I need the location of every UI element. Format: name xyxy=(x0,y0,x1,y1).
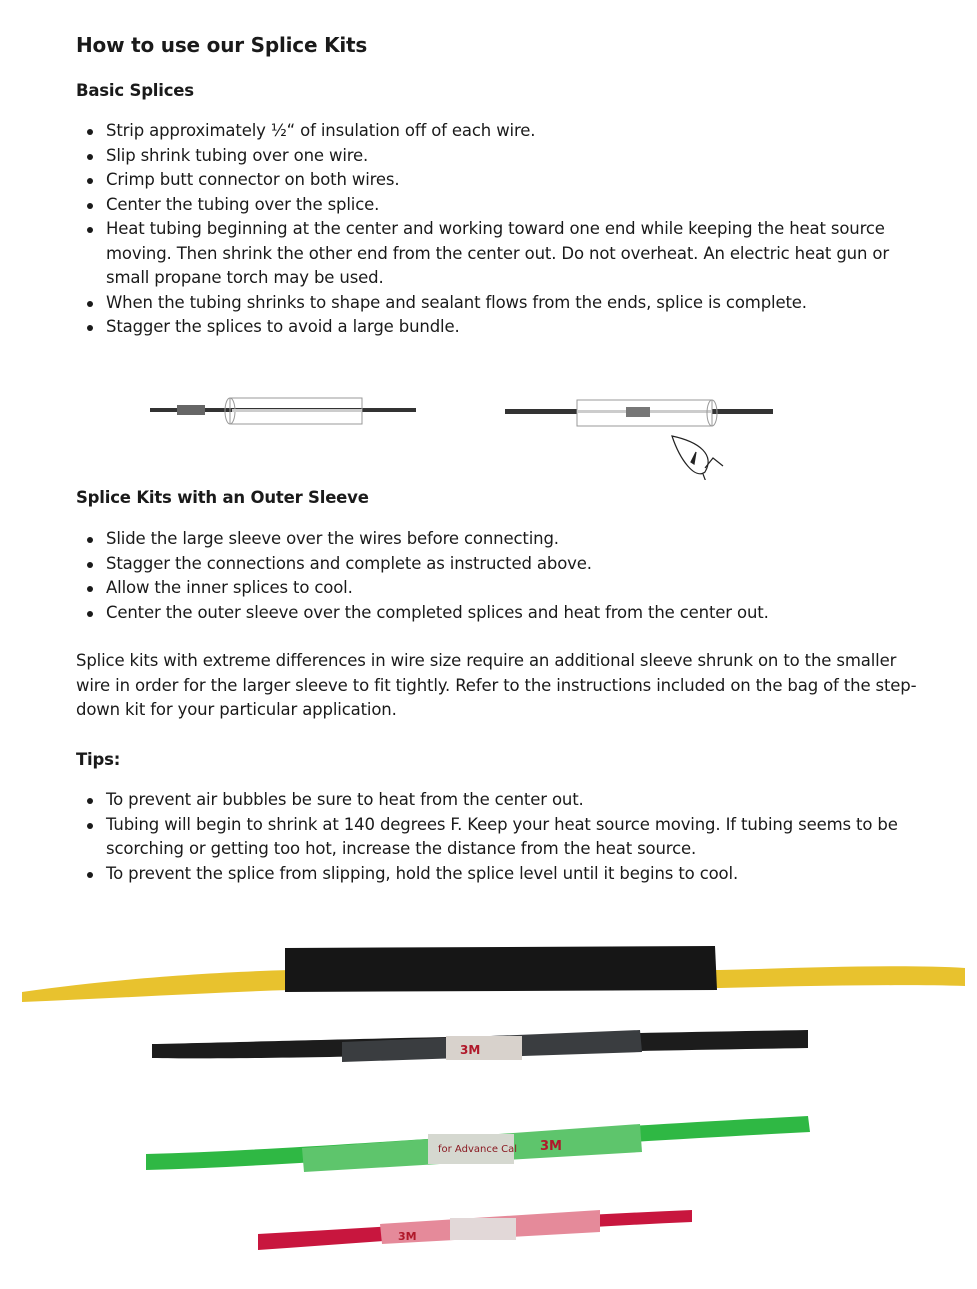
green-wire-splice xyxy=(146,1116,810,1172)
list-item: Slip shrink tubing over one wire. xyxy=(76,144,926,169)
svg-text:3M: 3M xyxy=(460,1043,481,1057)
heated-splice-diagram xyxy=(505,400,773,426)
yellow-wire-splice xyxy=(22,946,965,1002)
basic-splices-list xyxy=(76,119,926,340)
list-item: Strip approximately ½“ of insulation off of each wire. xyxy=(76,119,926,144)
step-down-paragraph: Splice kits with extreme differences in wire size require an additional sleeve shrunk on to the smaller wire in order for the larger sleeve to fit tightly. Refer to the instructions included on the bag of the step-down kit for your particular application. xyxy=(76,651,917,719)
list-item: Crimp butt connector on both wires. xyxy=(76,168,926,193)
list-item: Slide the large sleeve over the wires before connecting. xyxy=(76,527,926,552)
svg-text:3M: 3M xyxy=(540,1139,562,1154)
svg-text:3M: 3M xyxy=(398,1230,417,1243)
list-item: Tubing will begin to shrink at 140 degrees F. Keep your heat source moving. If tubing seems to be scorching or getting too hot, increase the distance from the heat source. xyxy=(76,813,926,862)
list-item: Stagger the splices to avoid a large bundle. xyxy=(76,315,926,340)
list-item: To prevent air bubbles be sure to heat from the center out. xyxy=(76,788,926,813)
list-item: Stagger the connections and complete as instructed above. xyxy=(76,552,926,577)
list-item: When the tubing shrinks to shape and sealant flows from the ends, splice is complete. xyxy=(76,291,926,316)
list-item: Center the tubing over the splice. xyxy=(76,193,926,218)
outer-sleeve-list xyxy=(76,527,926,625)
list-item: Allow the inner splices to cool. xyxy=(76,576,926,601)
list-item: To prevent the splice from slipping, hold the splice level until it begins to cool. xyxy=(76,862,926,887)
tips-list xyxy=(76,788,926,886)
list-item: Heat tubing beginning at the center and working toward one end while keeping the heat source moving. Then shrink the other end from the center out. Do not overheat. An electric heat gun or small propane torch may be used. xyxy=(76,217,926,291)
spliced-wires-photo xyxy=(0,920,977,1270)
outer-sleeve-heading: Splice Kits with an Outer Sleeve xyxy=(76,488,369,507)
splice-illustration xyxy=(140,380,800,480)
red-wire-splice xyxy=(258,1210,692,1250)
basic-splices-heading: Basic Splices xyxy=(76,81,194,100)
svg-text:for Advance Cal: for Advance Cal xyxy=(438,1144,518,1155)
black-wire-splice xyxy=(152,1030,808,1062)
flame-icon xyxy=(672,436,723,480)
tips-heading: Tips: xyxy=(76,750,121,769)
tubing-over-wire-diagram xyxy=(150,398,416,424)
list-item: Center the outer sleeve over the completed splices and heat from the center out. xyxy=(76,601,926,626)
page-title: How to use our Splice Kits xyxy=(76,33,368,57)
